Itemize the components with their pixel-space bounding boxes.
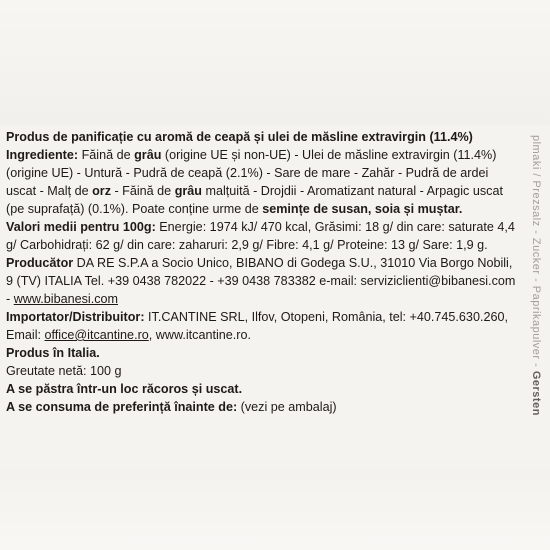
origin-line bbox=[6, 344, 518, 362]
package-bottom-area bbox=[0, 470, 550, 550]
importer-label: Importator/Distribuitor: bbox=[6, 310, 145, 324]
nutrition-label: Valori medii pentru 100g: bbox=[6, 220, 156, 234]
producer-text: DA RE S.P.A a Socio Unico, BIBANO di Godega S.U., 31010 Via Borgo Nobili, 9 (TV) ITALIA Tel. +39 0438 782022 - +39 0438 783382 e-mail: serviziclienti@bibanesi.com - bbox=[6, 256, 516, 306]
importer-text: IT.CANTINE SRL, Ilfov, Otopeni, România, tel: +40.745.630.260, bbox=[144, 310, 508, 324]
food-label bbox=[6, 128, 518, 416]
producer-section bbox=[6, 254, 518, 308]
ingredients-text-3: - Făină de bbox=[110, 184, 175, 198]
product-title bbox=[6, 128, 518, 146]
nutrition-values: Energie: 1974 kJ/ 470 kcal, Grăsimi: 18 g/ din care: saturate 4,4 g/ Carbohidrați: 62 g/ din care: zaharuri: 2,9 g/ Fibre: 4,1 g/ Proteine: 13 g/ Sare: 1,9 g. bbox=[6, 220, 515, 252]
best-before-text: (vezi pe ambalaj) bbox=[237, 400, 337, 414]
ingredients-allergen-wheat: grâu bbox=[134, 148, 162, 162]
importer-section bbox=[6, 308, 518, 344]
ingredients-section bbox=[6, 146, 518, 218]
net-weight-text: Greutate netă: 100 g bbox=[6, 364, 122, 378]
producer-label: Producător bbox=[6, 256, 74, 270]
importer-email: office@itcantine.ro bbox=[44, 328, 149, 342]
ingredients-allergen-traces: semințe de susan, soia și muștar. bbox=[262, 202, 463, 216]
best-before-line bbox=[6, 398, 518, 416]
side-text-faint: plmaki / Prezsalz - Zucker - Paprikapulver - bbox=[530, 135, 542, 371]
ingredients-text-1: Făină de bbox=[78, 148, 135, 162]
product-title-text: Produs de panificație cu aromă de ceapă și ulei de măsline extravirgin (11.4%) bbox=[6, 130, 473, 144]
ingredients-text-4: malțuită - Drojdii - Aromatizant natural - Arpagic uscat (pe suprafață) (0.1%). Poate conține urme de bbox=[6, 184, 503, 216]
side-label-text bbox=[530, 135, 542, 416]
storage-label: A se păstra într-un loc răcoros și uscat. bbox=[6, 382, 243, 396]
importer-email-label: Email: bbox=[6, 328, 45, 342]
net-weight-line bbox=[6, 362, 518, 380]
side-text-strong: Gersten bbox=[530, 370, 542, 416]
storage-line bbox=[6, 380, 518, 398]
nutrition-section bbox=[6, 218, 518, 254]
origin-label: Produs în Italia. bbox=[6, 346, 100, 360]
ingredients-label: Ingrediente: bbox=[6, 148, 79, 162]
best-before-label: A se consuma de preferință înainte de: bbox=[6, 400, 238, 414]
ingredients-allergen-wheat-2: grâu bbox=[174, 184, 202, 198]
producer-website: www.bibanesi.com bbox=[13, 292, 118, 306]
ingredients-text-2: (origine UE și non-UE) - Ulei de măsline extravirgin (11.4%) (origine UE) - Untură - Pudră de ceapă (2.1%) - Sare de mare - Zahăr - Pudră de ardei uscat - Malț de bbox=[6, 148, 497, 198]
importer-website: , www.itcantine.ro. bbox=[148, 328, 251, 342]
package-top-area bbox=[0, 0, 550, 125]
ingredients-allergen-barley: orz bbox=[92, 184, 111, 198]
